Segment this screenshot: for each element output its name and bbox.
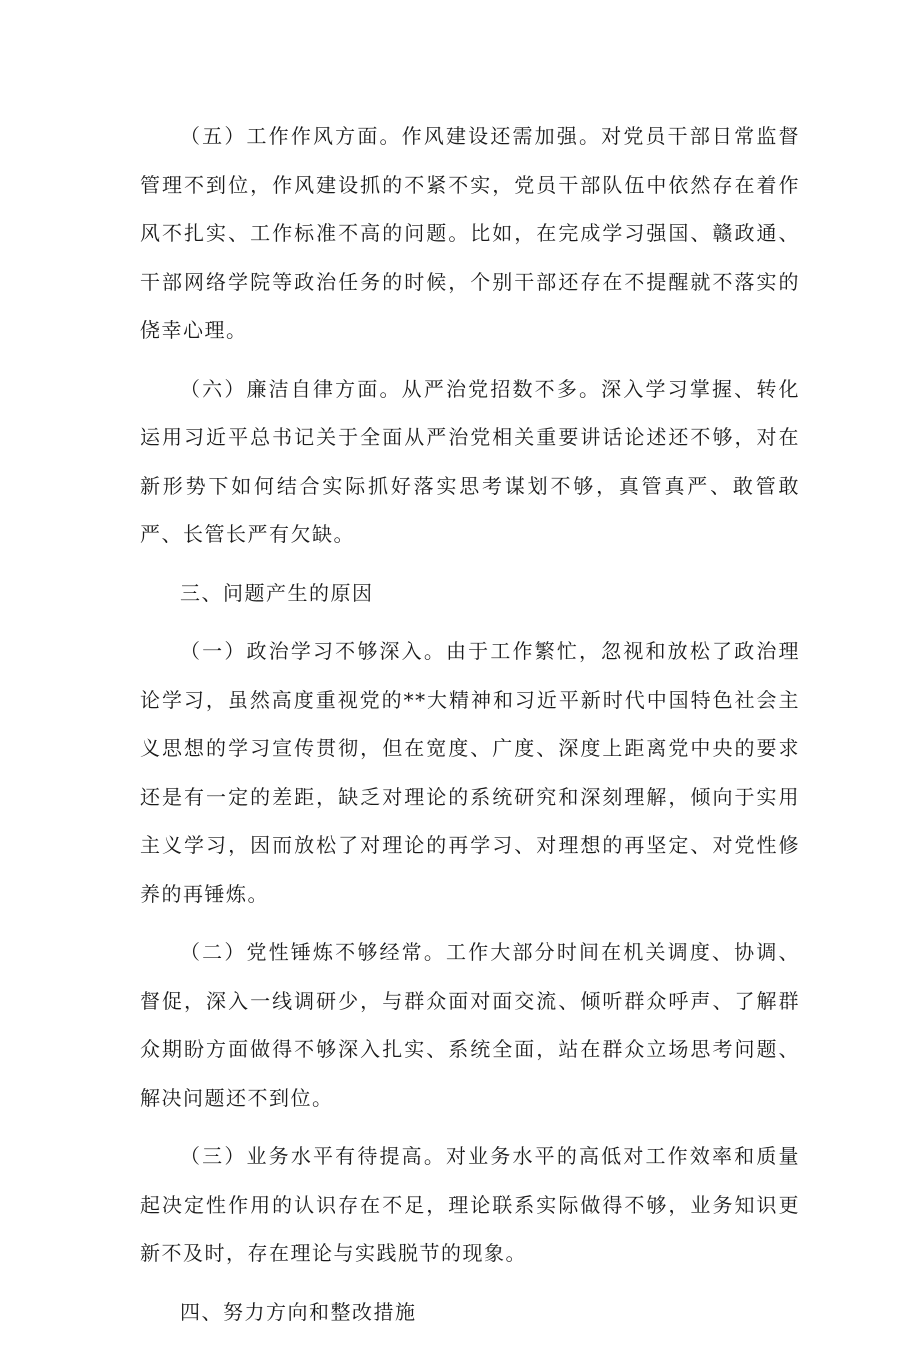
section-heading-causes: 三、问题产生的原因 — [180, 580, 374, 605]
section-heading-measures: 四、努力方向和整改措施 — [180, 1299, 417, 1324]
paragraph-integrity: （六）廉洁自律方面。从严治党招数不多。深入学习掌握、转化运用习近平总书记关于全面从严治党相关重要讲话论述还不够，对在新形势下如何结合实际抓好落实思考谋划不够，真管真严、敢管敢严、长管长严有欠缺。 — [140, 376, 800, 546]
paragraph-party-spirit: （二）党性锤炼不够经常。工作大部分时间在机关调度、协调、督促，深入一线调研少，与群众面对面交流、倾听群众呼声、了解群众期盼方面做得不够深入扎实、系统全面，站在群众立场思考问题、解决问题还不到位。 — [140, 940, 800, 1110]
document-body — [140, 112, 800, 1346]
paragraph-political-study: （一）政治学习不够深入。由于工作繁忙，忽视和放松了政治理论学习，虽然高度重视党的**大精神和习近平新时代中国特色社会主义思想的学习宣传贯彻，但在宽度、广度、深度上距离党中央的要求还是有一定的差距，缺乏对理论的系统研究和深刻理解，倾向于实用主义学习，因而放松了对理论的再学习、对理想的再坚定、对党性修养的再锤炼。 — [140, 639, 800, 906]
paragraph-business-level: （三）业务水平有待提高。对业务水平的高低对工作效率和质量起决定性作用的认识存在不足，理论联系实际做得不够，业务知识更新不及时，存在理论与实践脱节的现象。 — [140, 1144, 800, 1265]
paragraph-work-style: （五）工作作风方面。作风建设还需加强。对党员干部日常监督管理不到位，作风建设抓的不紧不实，党员干部队伍中依然存在着作风不扎实、工作标准不高的问题。比如，在完成学习强国、赣政通、干部网络学院等政治任务的时候，个别干部还存在不提醒就不落实的侥幸心理。 — [140, 124, 800, 342]
